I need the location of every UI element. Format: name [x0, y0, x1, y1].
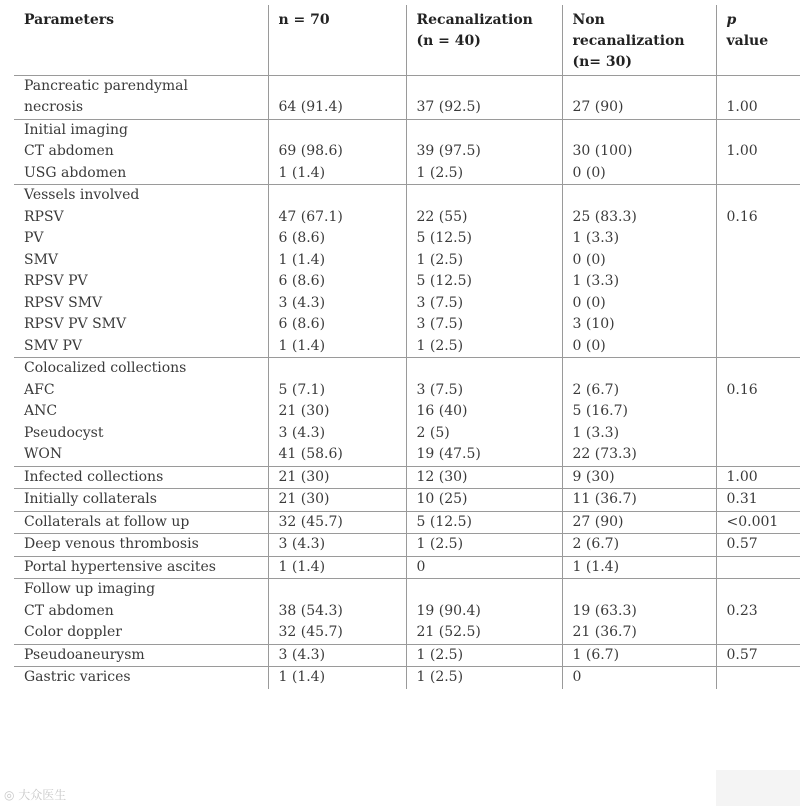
- value-recan: 0: [416, 558, 426, 575]
- parameter-cell: [14, 119, 268, 185]
- group-title: Deep venous thrombosis: [24, 536, 199, 552]
- corner-shade: [716, 770, 800, 806]
- value-nonrecan: 0: [572, 669, 582, 685]
- watermark: ◎ 大众医生: [4, 788, 67, 802]
- header-p-value: p value: [716, 5, 800, 75]
- value-nonrecan: 27 (90): [572, 513, 624, 530]
- value-nonrecan: 1 (3.3): [572, 424, 620, 441]
- table-row-group: [14, 556, 800, 579]
- row-label: PV: [24, 230, 44, 246]
- p-value-cell: [716, 579, 800, 645]
- value-recan: 39 (97.5): [416, 143, 481, 159]
- table-row-group: [14, 466, 800, 489]
- group-title: Pseudoaneurysm: [24, 646, 145, 663]
- value-recan: 3 (7.5): [416, 316, 464, 332]
- value-recan: 37 (92.5): [416, 99, 481, 115]
- parameter-cell: [14, 185, 268, 358]
- group-title: Collaterals at follow up: [24, 513, 190, 530]
- non-recanalization-cell: [562, 579, 716, 645]
- row-label: Color doppler: [24, 624, 122, 640]
- non-recanalization-cell: [562, 358, 716, 467]
- group-title: Vessels involved: [24, 187, 140, 203]
- p-value-cell: [716, 466, 800, 489]
- n-cell: [268, 534, 406, 557]
- value-n: 3 (4.3): [278, 294, 326, 311]
- p-value: 1.00: [726, 468, 758, 485]
- value-recan: 19 (47.5): [416, 446, 481, 462]
- value-n: 32 (45.7): [278, 624, 343, 640]
- value-recan: 12 (30): [416, 468, 468, 485]
- p-value-cell: [716, 667, 800, 689]
- group-title: Follow up imaging: [24, 581, 156, 597]
- p-value-cell: [716, 534, 800, 557]
- non-recanalization-cell: [562, 489, 716, 512]
- recanalization-cell: [406, 511, 562, 534]
- n-cell: [268, 489, 406, 512]
- group-title: Colocalized collections: [24, 360, 187, 376]
- value-nonrecan: 9 (30): [572, 468, 615, 485]
- parameter-cell: [14, 556, 268, 579]
- n-cell: [268, 185, 406, 358]
- recanalization-cell: [406, 75, 562, 119]
- parameter-cell: [14, 667, 268, 689]
- row-label: ANC: [24, 403, 58, 419]
- row-label: SMV PV: [24, 337, 83, 354]
- table-row-group: [14, 75, 800, 119]
- row-label: SMV: [24, 251, 59, 268]
- value-n: 1 (1.4): [278, 558, 326, 575]
- table-row-group: [14, 667, 800, 689]
- value-recan: 1 (2.5): [416, 669, 464, 685]
- value-nonrecan: 21 (36.7): [572, 624, 637, 640]
- p-value: 1.00: [726, 99, 758, 115]
- p-value: 0.16: [726, 381, 758, 398]
- n-cell: [268, 511, 406, 534]
- table-row-group: [14, 579, 800, 645]
- value-recan: 3 (7.5): [416, 294, 464, 311]
- row-label: WON: [24, 446, 63, 462]
- value-n: 38 (54.3): [278, 602, 343, 619]
- value-recan: 16 (40): [416, 403, 468, 419]
- group-title: necrosis: [24, 99, 84, 115]
- value-recan: 22 (55): [416, 208, 468, 225]
- value-n: 5 (7.1): [278, 381, 326, 398]
- p-value: 0.31: [726, 491, 758, 507]
- value-nonrecan: 1 (1.4): [572, 558, 620, 575]
- value-recan: 3 (7.5): [416, 381, 464, 398]
- non-recanalization-cell: [562, 119, 716, 185]
- recanalization-cell: [406, 358, 562, 467]
- recanalization-cell: [406, 466, 562, 489]
- p-value: 0.57: [726, 646, 758, 663]
- value-nonrecan: 1 (3.3): [572, 273, 620, 289]
- recanalization-cell: [406, 667, 562, 689]
- parameter-cell: [14, 579, 268, 645]
- value-nonrecan: 1 (3.3): [572, 230, 620, 246]
- value-n: 21 (30): [278, 403, 330, 419]
- p-value-cell: [716, 119, 800, 185]
- group-title: Gastric varices: [24, 669, 131, 685]
- value-nonrecan: 2 (6.7): [572, 381, 620, 398]
- non-recanalization-cell: [562, 75, 716, 119]
- value-nonrecan: 0 (0): [572, 337, 606, 354]
- value-nonrecan: 2 (6.7): [572, 536, 620, 552]
- p-value: <0.001: [726, 513, 779, 530]
- value-n: 41 (58.6): [278, 446, 343, 462]
- group-title: Portal hypertensive ascites: [24, 558, 216, 575]
- p-value: [727, 557, 791, 579]
- value-n: 1 (1.4): [278, 337, 326, 354]
- recanalization-cell: [406, 556, 562, 579]
- p-value-cell: [716, 75, 800, 119]
- table-row-group: [14, 534, 800, 557]
- value-n: 21 (30): [278, 468, 330, 485]
- value-recan: 1 (2.5): [416, 337, 464, 354]
- p-value: 0.57: [726, 536, 758, 552]
- n-cell: [268, 556, 406, 579]
- non-recanalization-cell: [562, 644, 716, 667]
- p-value-cell: [716, 489, 800, 512]
- p-value: [727, 667, 791, 689]
- n-cell: [268, 75, 406, 119]
- header-recanalization: Recanalization (n = 40): [406, 5, 562, 75]
- recanalization-cell: [406, 489, 562, 512]
- value-n: 6 (8.6): [278, 273, 326, 289]
- group-title: Initial imaging: [24, 121, 128, 138]
- parameter-cell: [14, 358, 268, 467]
- p-value-cell: [716, 511, 800, 534]
- value-nonrecan: 0 (0): [572, 164, 606, 181]
- value-nonrecan: 0 (0): [572, 294, 606, 311]
- value-recan: 5 (12.5): [416, 513, 472, 530]
- parameter-cell: [14, 489, 268, 512]
- n-cell: [268, 667, 406, 689]
- value-nonrecan: 27 (90): [572, 99, 624, 115]
- value-nonrecan: 25 (83.3): [572, 208, 637, 225]
- non-recanalization-cell: [562, 534, 716, 557]
- non-recanalization-cell: [562, 466, 716, 489]
- header-n: n = 70: [268, 5, 406, 75]
- value-n: 1 (1.4): [278, 669, 326, 685]
- value-recan: 1 (2.5): [416, 251, 464, 268]
- recanalization-cell: [406, 534, 562, 557]
- results-table: [14, 5, 800, 689]
- value-n: 6 (8.6): [278, 316, 326, 332]
- parameter-cell: [14, 75, 268, 119]
- table-row-group: [14, 511, 800, 534]
- group-title: Infected collections: [24, 468, 164, 485]
- value-n: 32 (45.7): [278, 513, 343, 530]
- value-recan: 19 (90.4): [416, 602, 481, 619]
- non-recanalization-cell: [562, 185, 716, 358]
- parameter-cell: [14, 534, 268, 557]
- recanalization-cell: [406, 119, 562, 185]
- value-recan: 1 (2.5): [416, 536, 464, 552]
- row-label: RPSV PV SMV: [24, 316, 127, 332]
- p-value-cell: [716, 185, 800, 358]
- header-parameters: Parameters: [24, 12, 115, 28]
- value-n: 47 (67.1): [278, 208, 343, 225]
- value-n: 21 (30): [278, 491, 330, 507]
- value-n: 1 (1.4): [278, 251, 326, 268]
- parameter-cell: [14, 644, 268, 667]
- table-row-group: [14, 644, 800, 667]
- p-value-cell: [716, 556, 800, 579]
- n-cell: [268, 579, 406, 645]
- n-cell: [268, 358, 406, 467]
- value-n: 3 (4.3): [278, 646, 326, 663]
- row-label: RPSV PV: [24, 273, 88, 289]
- recanalization-cell: [406, 185, 562, 358]
- table-row-group: [14, 185, 800, 358]
- row-label: AFC: [24, 381, 55, 398]
- p-value-cell: [716, 358, 800, 467]
- value-nonrecan: 3 (10): [572, 316, 615, 332]
- value-recan: 5 (12.5): [416, 230, 472, 246]
- parameter-cell: [14, 466, 268, 489]
- table-row-group: [14, 358, 800, 467]
- value-n: 1 (1.4): [278, 164, 326, 181]
- non-recanalization-cell: [562, 667, 716, 689]
- p-value: 0.16: [726, 208, 758, 225]
- row-label: CT abdomen: [24, 143, 114, 159]
- value-nonrecan: 0 (0): [572, 251, 606, 268]
- value-n: 69 (98.6): [278, 143, 343, 159]
- recanalization-cell: [406, 579, 562, 645]
- table-row-group: [14, 119, 800, 185]
- p-value: 1.00: [726, 143, 758, 159]
- value-nonrecan: 22 (73.3): [572, 446, 637, 462]
- row-label: RPSV: [24, 208, 64, 225]
- value-nonrecan: 19 (63.3): [572, 602, 637, 619]
- value-recan: 5 (12.5): [416, 273, 472, 289]
- row-label: RPSV SMV: [24, 294, 103, 311]
- non-recanalization-cell: [562, 556, 716, 579]
- p-value-cell: [716, 644, 800, 667]
- group-title: Initially collaterals: [24, 491, 157, 507]
- value-nonrecan: 30 (100): [572, 143, 633, 159]
- value-nonrecan: 1 (6.7): [572, 646, 620, 663]
- value-recan: 1 (2.5): [416, 164, 464, 181]
- value-n: 3 (4.3): [278, 536, 326, 552]
- group-title: Pancreatic parendymal: [24, 77, 188, 94]
- p-value: 0.23: [726, 602, 758, 619]
- value-n: 6 (8.6): [278, 230, 326, 246]
- value-recan: 21 (52.5): [416, 624, 481, 640]
- value-recan: 10 (25): [416, 491, 468, 507]
- value-n: 64 (91.4): [278, 99, 343, 115]
- value-n: 3 (4.3): [278, 424, 326, 441]
- n-cell: [268, 466, 406, 489]
- recanalization-cell: [406, 644, 562, 667]
- row-label: CT abdomen: [24, 602, 114, 619]
- parameter-cell: [14, 511, 268, 534]
- header-row: [14, 5, 800, 75]
- n-cell: [268, 119, 406, 185]
- value-nonrecan: 11 (36.7): [572, 491, 637, 507]
- n-cell: [268, 644, 406, 667]
- header-non-recanalization: Non recanalization (n= 30): [562, 5, 716, 75]
- row-label: Pseudocyst: [24, 424, 104, 441]
- value-recan: 2 (5): [416, 424, 450, 441]
- non-recanalization-cell: [562, 511, 716, 534]
- value-recan: 1 (2.5): [416, 646, 464, 663]
- row-label: USG abdomen: [24, 164, 127, 181]
- table-row-group: [14, 489, 800, 512]
- value-nonrecan: 5 (16.7): [572, 403, 628, 419]
